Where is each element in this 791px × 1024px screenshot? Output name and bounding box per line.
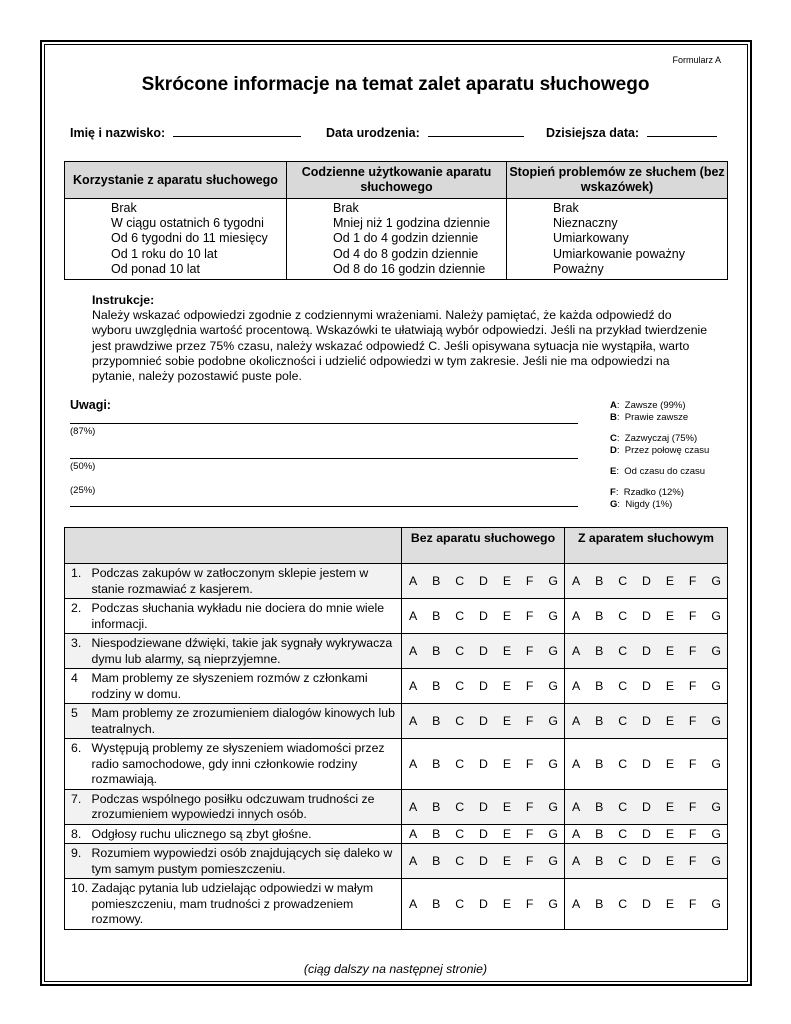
info-option: Od 1 roku do 10 lat xyxy=(111,246,218,261)
question-text: Podczas zakupów w zatłoczonym sklepie jestem w stanie rozmawiać z kasjerem. xyxy=(90,564,402,599)
answers-without-aid xyxy=(402,599,565,634)
answer-option-E[interactable]: E xyxy=(665,644,675,658)
answer-option-E[interactable]: E xyxy=(502,714,512,728)
info-option: Od 6 tygodni do 11 miesięcy xyxy=(111,231,268,246)
info-option: Od 4 do 8 godzin dziennie xyxy=(333,246,479,261)
question-number: 2. xyxy=(65,599,90,634)
answer-option-G[interactable]: G xyxy=(711,679,721,693)
answer-option-C[interactable]: C xyxy=(455,574,465,588)
notes-label: Uwagi: xyxy=(70,398,111,412)
answer-option-B[interactable]: B xyxy=(432,644,441,658)
legend-item: E: Od czasu do czasu xyxy=(610,466,706,477)
answer-option-F[interactable]: F xyxy=(688,679,697,693)
questions-table xyxy=(64,527,728,930)
answer-option-D[interactable]: D xyxy=(479,574,488,588)
info-column xyxy=(507,199,728,280)
answer-option-G[interactable]: G xyxy=(548,714,558,728)
name-field[interactable] xyxy=(70,126,301,140)
question-row xyxy=(65,879,728,930)
answer-option-E[interactable]: E xyxy=(665,854,675,868)
answer-option-F[interactable]: F xyxy=(525,826,534,841)
answer-option-C[interactable]: C xyxy=(618,854,628,868)
question-number: 6. xyxy=(65,739,90,790)
answer-option-E[interactable]: E xyxy=(665,896,675,911)
question-row xyxy=(65,704,728,739)
answers-without-aid xyxy=(402,739,565,790)
answers-without-aid xyxy=(402,879,565,930)
answers-without-aid xyxy=(402,564,565,599)
answer-option-E[interactable]: E xyxy=(665,826,675,841)
question-row xyxy=(65,789,728,824)
answer-option-B[interactable]: B xyxy=(595,609,604,623)
answer-option-C[interactable]: C xyxy=(618,826,628,841)
answer-option-A[interactable]: A xyxy=(409,756,418,771)
birth-field[interactable] xyxy=(326,126,524,140)
question-row xyxy=(65,844,728,879)
answer-option-B[interactable]: B xyxy=(432,756,441,771)
answer-option-C[interactable]: C xyxy=(618,756,628,771)
legend-key: E xyxy=(610,466,617,477)
answer-option-F[interactable]: F xyxy=(688,714,697,728)
answers-with-aid xyxy=(565,789,728,824)
answer-option-A[interactable]: A xyxy=(572,609,581,623)
answer-option-G[interactable]: G xyxy=(711,609,721,623)
answer-option-B[interactable]: B xyxy=(432,799,441,814)
answer-option-B[interactable]: B xyxy=(432,896,441,911)
question-number: 9. xyxy=(65,844,90,879)
hearing-aid-info-table xyxy=(64,161,728,280)
answer-option-A[interactable]: A xyxy=(572,756,581,771)
answer-option-C[interactable]: C xyxy=(455,854,465,868)
info-option: Poważny xyxy=(553,261,604,276)
answer-option-E[interactable]: E xyxy=(665,679,675,693)
answer-option-B[interactable]: B xyxy=(595,826,604,841)
answer-option-G[interactable]: G xyxy=(548,574,558,588)
answer-option-C[interactable]: C xyxy=(455,826,465,841)
legend-key: G xyxy=(610,499,618,510)
legend-label: Rzadko (12%) xyxy=(623,487,684,498)
answer-option-F[interactable]: F xyxy=(525,896,534,911)
info-column xyxy=(65,199,287,280)
answer-option-G[interactable]: G xyxy=(548,854,558,868)
answer-option-E[interactable]: E xyxy=(665,574,675,588)
answer-option-C[interactable]: C xyxy=(618,896,628,911)
answer-option-F[interactable]: F xyxy=(688,854,697,868)
info-option: Brak xyxy=(553,201,579,215)
info-option: Od 8 do 16 godzin dziennie xyxy=(333,261,486,276)
answers-without-aid xyxy=(402,844,565,879)
answers-with-aid xyxy=(565,844,728,879)
answer-option-G[interactable]: G xyxy=(711,574,721,588)
answer-option-C[interactable]: C xyxy=(618,609,628,623)
answer-option-D[interactable]: D xyxy=(642,714,651,728)
answer-option-B[interactable]: B xyxy=(432,826,441,841)
percent-mark: (87%) xyxy=(70,426,96,437)
answer-option-C[interactable]: C xyxy=(455,679,465,693)
answers-with-aid xyxy=(565,564,728,599)
answer-option-G[interactable]: G xyxy=(711,644,721,658)
info-option: Umiarkowany xyxy=(553,231,629,246)
answer-option-C[interactable]: C xyxy=(618,799,628,814)
answers-without-aid xyxy=(402,824,565,844)
answer-option-E[interactable]: E xyxy=(502,826,512,841)
answer-option-D[interactable]: D xyxy=(642,799,651,814)
percent-mark: (50%) xyxy=(70,461,96,472)
info-header: Korzystanie z aparatu słuchowego xyxy=(65,162,287,199)
answer-option-D[interactable]: D xyxy=(642,574,651,588)
answer-option-E[interactable]: E xyxy=(502,756,512,771)
answer-option-A[interactable]: A xyxy=(409,714,418,728)
answer-option-C[interactable]: C xyxy=(455,644,465,658)
question-text: Zadając pytania lub udzielając odpowiedzi w małym pomieszczeniu, mam trudności z prowadzeniem rozmowy. xyxy=(90,879,402,930)
answer-option-C[interactable]: C xyxy=(455,714,465,728)
instructions xyxy=(92,293,712,384)
question-row xyxy=(65,634,728,669)
answer-option-F[interactable]: F xyxy=(688,799,697,814)
answer-option-E[interactable]: E xyxy=(665,756,675,771)
answer-option-G[interactable]: G xyxy=(711,714,721,728)
legend-item: F: Rzadko (12%) xyxy=(610,487,684,498)
answers-with-aid xyxy=(565,704,728,739)
answer-option-C[interactable]: C xyxy=(618,714,628,728)
answer-option-E[interactable]: E xyxy=(665,799,675,814)
info-column xyxy=(287,199,507,280)
notes-line[interactable] xyxy=(70,423,578,424)
answer-option-E[interactable]: E xyxy=(502,609,512,623)
instructions-heading: Instrukcje: xyxy=(92,293,155,307)
question-number: 5 xyxy=(65,704,90,739)
info-option: W ciągu ostatnich 6 tygodni xyxy=(111,216,264,231)
answer-option-E[interactable]: E xyxy=(502,799,512,814)
answers-without-aid xyxy=(402,669,565,704)
answers-with-aid xyxy=(565,879,728,930)
answer-option-G[interactable]: G xyxy=(548,799,558,814)
question-row xyxy=(65,739,728,790)
question-number: 10. xyxy=(65,879,90,930)
answers-with-aid xyxy=(565,634,728,669)
legend-label: Od czasu do czasu xyxy=(624,466,706,477)
legend-label: Nigdy (1%) xyxy=(625,499,673,510)
answer-option-E[interactable]: E xyxy=(665,609,675,623)
answer-option-F[interactable]: F xyxy=(525,854,534,868)
answers-without-aid xyxy=(402,704,565,739)
answer-option-B[interactable]: B xyxy=(595,756,604,771)
answer-option-B[interactable]: B xyxy=(595,679,604,693)
today-field[interactable] xyxy=(546,126,717,140)
question-text: Mam problemy ze słyszeniem rozmów z członkami rodziny w domu. xyxy=(90,669,402,704)
answer-option-C[interactable]: C xyxy=(618,644,628,658)
legend-item: D: Przez połowę czasu xyxy=(610,445,710,456)
question-number: 8. xyxy=(65,824,90,844)
answer-option-D[interactable]: D xyxy=(479,826,488,841)
answer-option-C[interactable]: C xyxy=(455,756,465,771)
answer-option-F[interactable]: F xyxy=(525,574,534,588)
answer-option-B[interactable]: B xyxy=(432,854,441,868)
name-label: Imię i nazwisko: xyxy=(70,126,166,140)
answer-legend xyxy=(610,400,721,511)
answer-option-D[interactable]: D xyxy=(642,854,651,868)
question-row xyxy=(65,599,728,634)
answer-option-F[interactable]: F xyxy=(525,799,534,814)
answer-option-A[interactable]: A xyxy=(572,644,581,658)
answer-option-A[interactable]: A xyxy=(572,714,581,728)
info-option: Umiarkowanie poważny xyxy=(553,246,686,261)
legend-item: C: Zazwyczaj (75%) xyxy=(610,433,698,444)
question-number: 7. xyxy=(65,789,90,824)
question-row xyxy=(65,824,728,844)
legend-key: A xyxy=(610,400,617,411)
answer-option-A[interactable]: A xyxy=(409,826,418,841)
info-header: Stopień problemów ze słuchem (bez wskazówek) xyxy=(507,162,728,199)
answer-option-G[interactable]: G xyxy=(548,644,558,658)
answer-option-A[interactable]: A xyxy=(409,799,418,814)
question-number: 4 xyxy=(65,669,90,704)
answer-option-F[interactable]: F xyxy=(525,609,534,623)
answer-option-D[interactable]: D xyxy=(642,644,651,658)
answer-option-G[interactable]: G xyxy=(548,679,558,693)
answer-option-D[interactable]: D xyxy=(479,896,488,911)
continued-note: (ciąg dalszy na następnej stronie) xyxy=(303,962,488,976)
legend-label: Zazwyczaj (75%) xyxy=(624,433,698,444)
answer-option-D[interactable]: D xyxy=(479,714,488,728)
answer-option-D[interactable]: D xyxy=(642,609,651,623)
question-number: 1. xyxy=(65,564,90,599)
answer-option-B[interactable]: B xyxy=(432,609,441,623)
question-text: Niespodziewane dźwięki, takie jak sygnały wykrywacza dymu lub alarmy, są nieprzyjemne. xyxy=(90,634,402,669)
answer-option-C[interactable]: C xyxy=(455,609,465,623)
answer-option-A[interactable]: A xyxy=(572,574,581,588)
answer-option-B[interactable]: B xyxy=(595,644,604,658)
info-option: Nieznaczny xyxy=(553,216,618,231)
answer-option-A[interactable]: A xyxy=(409,896,418,911)
answer-option-F[interactable]: F xyxy=(688,574,697,588)
answer-option-A[interactable]: A xyxy=(409,574,418,588)
answer-option-A[interactable]: A xyxy=(409,609,418,623)
answer-option-F[interactable]: F xyxy=(525,679,534,693)
form-id: Formularz A xyxy=(672,55,721,65)
answer-option-G[interactable]: G xyxy=(548,896,558,911)
info-option: Od 1 do 4 godzin dziennie xyxy=(333,231,479,246)
answer-option-F[interactable]: F xyxy=(688,609,697,623)
percent-mark: (25%) xyxy=(70,485,96,496)
question-row xyxy=(65,564,728,599)
answer-option-E[interactable]: E xyxy=(502,644,512,658)
header-with-aid: Z aparatem słuchowym xyxy=(565,528,728,564)
info-option: Od ponad 10 lat xyxy=(111,261,200,276)
answer-option-C[interactable]: C xyxy=(455,896,465,911)
answer-option-D[interactable]: D xyxy=(479,756,488,771)
answer-option-G[interactable]: G xyxy=(548,756,558,771)
page-title: Skrócone informacje na temat zalet aparatu słuchowego xyxy=(141,74,650,95)
legend-item: G: Nigdy (1%) xyxy=(610,499,673,510)
answer-option-C[interactable]: C xyxy=(618,679,628,693)
answer-option-G[interactable]: G xyxy=(548,609,558,623)
legend-key: C xyxy=(610,433,617,444)
answer-option-B[interactable]: B xyxy=(595,854,604,868)
answer-option-E[interactable]: E xyxy=(665,714,675,728)
today-label: Dzisiejsza data: xyxy=(546,126,640,140)
info-option: Brak xyxy=(111,201,137,215)
birth-label: Data urodzenia: xyxy=(326,126,420,140)
answer-option-B[interactable]: B xyxy=(595,896,604,911)
answer-option-B[interactable]: B xyxy=(595,799,604,814)
answer-option-G[interactable]: G xyxy=(548,826,558,841)
info-option: Brak xyxy=(333,201,359,215)
legend-key: D xyxy=(610,445,617,456)
answer-option-C[interactable]: C xyxy=(455,799,465,814)
legend-item: A: Zawsze (99%) xyxy=(610,400,686,411)
question-text: Podczas słuchania wykładu nie dociera do mnie wiele informacji. xyxy=(90,599,402,634)
answer-option-A[interactable]: A xyxy=(572,679,581,693)
info-option: Mniej niż 1 godzina dziennie xyxy=(333,216,491,231)
answer-option-B[interactable]: B xyxy=(432,574,441,588)
answer-option-D[interactable]: D xyxy=(479,609,488,623)
questions-header-blank xyxy=(65,528,402,564)
question-text: Mam problemy ze zrozumieniem dialogów kinowych lub teatralnych. xyxy=(90,704,402,739)
legend-label: Prawie zawsze xyxy=(624,412,689,423)
answer-option-D[interactable]: D xyxy=(642,826,651,841)
answer-option-C[interactable]: C xyxy=(618,574,628,588)
answer-option-E[interactable]: E xyxy=(502,574,512,588)
answer-option-F[interactable]: F xyxy=(688,826,697,841)
question-row xyxy=(65,669,728,704)
answer-option-A[interactable]: A xyxy=(409,854,418,868)
answer-option-A[interactable]: A xyxy=(572,854,581,868)
notes-line[interactable] xyxy=(70,506,578,507)
header-without-aid: Bez aparatu słuchowego xyxy=(402,528,565,564)
answer-option-F[interactable]: F xyxy=(525,756,534,771)
answer-option-A[interactable]: A xyxy=(572,896,581,911)
answer-option-G[interactable]: G xyxy=(711,826,721,841)
answer-option-B[interactable]: B xyxy=(595,714,604,728)
instructions-text: Należy wskazać odpowiedzi zgodnie z codziennymi wrażeniami. Należy pamiętać, że każda odpowiedź do wyboru uwzględnia wartość procentową. Wskazówki te ułatwiają wybór odpowiedzi. Jeśli na przykład twierdzenie jest prawdziwe przez 75% czasu, należy wskazać odpowiedź C. Jeśli opisywana sytuacja nie wystąpiła, warto przypomnieć sobie podobne okoliczności i udzielić odpowiedzi w tym zakresie. Jeśli nie ma odpowiedzi na pytanie, należy pozostawić puste pole. xyxy=(92,308,708,384)
legend-key: B xyxy=(610,412,617,423)
answer-option-F[interactable]: F xyxy=(525,644,534,658)
answer-option-F[interactable]: F xyxy=(688,896,697,911)
answer-option-D[interactable]: D xyxy=(642,896,651,911)
answers-with-aid xyxy=(565,599,728,634)
question-text: Odgłosy ruchu ulicznego są zbyt głośne. xyxy=(90,824,402,844)
answer-option-B[interactable]: B xyxy=(432,679,441,693)
legend-label: Przez połowę czasu xyxy=(624,445,710,456)
answer-option-A[interactable]: A xyxy=(409,679,418,693)
answer-option-F[interactable]: F xyxy=(688,756,697,771)
answers-with-aid xyxy=(565,739,728,790)
info-header: Codzienne użytkowanie aparatu słuchowego xyxy=(287,162,507,199)
question-number: 3. xyxy=(65,634,90,669)
answers-with-aid xyxy=(565,669,728,704)
answer-option-D[interactable]: D xyxy=(642,756,651,771)
answer-option-A[interactable]: A xyxy=(572,799,581,814)
answers-with-aid xyxy=(565,824,728,844)
answer-option-G[interactable]: G xyxy=(711,896,721,911)
answer-option-G[interactable]: G xyxy=(711,854,721,868)
answer-option-D[interactable]: D xyxy=(479,679,488,693)
notes-line[interactable] xyxy=(70,458,578,459)
legend-item: B: Prawie zawsze xyxy=(610,412,689,423)
answer-option-A[interactable]: A xyxy=(409,644,418,658)
question-text: Występują problemy ze słyszeniem wiadomości przez radio samochodowe, gdy inni członkowie rodziny rozmawiają. xyxy=(90,739,402,790)
answer-option-D[interactable]: D xyxy=(479,854,488,868)
answer-option-F[interactable]: F xyxy=(525,714,534,728)
answer-option-D[interactable]: D xyxy=(479,644,488,658)
answer-option-D[interactable]: D xyxy=(479,799,488,814)
answers-without-aid xyxy=(402,789,565,824)
answer-option-E[interactable]: E xyxy=(502,679,512,693)
answer-option-B[interactable]: B xyxy=(432,714,441,728)
answer-option-B[interactable]: B xyxy=(595,574,604,588)
answer-option-D[interactable]: D xyxy=(642,679,651,693)
answer-option-F[interactable]: F xyxy=(688,644,697,658)
answers-without-aid xyxy=(402,634,565,669)
answer-option-E[interactable]: E xyxy=(502,854,512,868)
answer-option-E[interactable]: E xyxy=(502,896,512,911)
answer-option-G[interactable]: G xyxy=(711,799,721,814)
legend-label: Zawsze (99%) xyxy=(624,400,686,411)
question-text: Rozumiem wypowiedzi osób znajdujących się daleko w tym samym pustym pomieszczeniu. xyxy=(90,844,402,879)
question-text: Podczas wspólnego posiłku odczuwam trudności ze zrozumieniem wypowiedzi innych osób. xyxy=(90,789,402,824)
answer-option-G[interactable]: G xyxy=(711,756,721,771)
legend-key: F xyxy=(610,487,616,498)
answer-option-A[interactable]: A xyxy=(572,826,581,841)
